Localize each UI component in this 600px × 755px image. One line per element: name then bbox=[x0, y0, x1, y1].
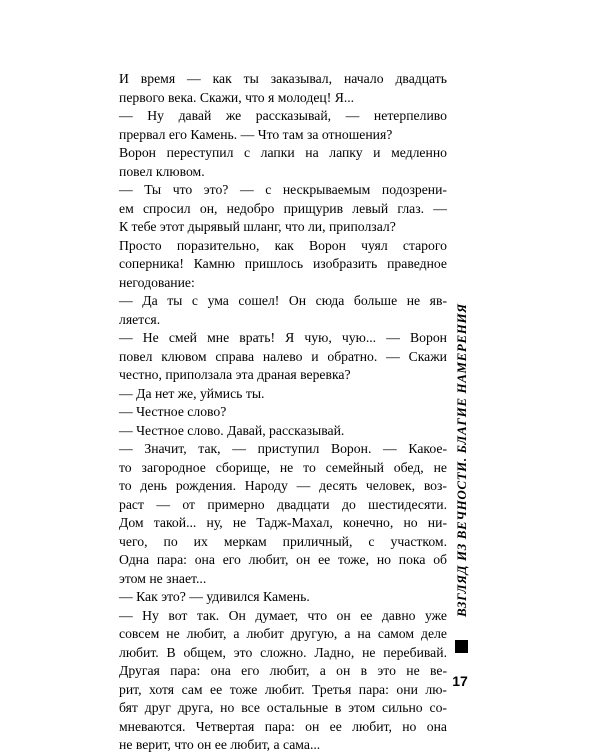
running-head-column bbox=[449, 284, 475, 656]
text-line: то день рождения. Народу — десять человек, воз- bbox=[119, 478, 447, 493]
text-line: ляется. bbox=[119, 311, 161, 327]
text-line: повел клювом. bbox=[119, 163, 205, 179]
text-line: негодование: bbox=[119, 274, 195, 290]
text-line: Просто поразительно, как Ворон чуял старого bbox=[119, 237, 447, 253]
text-line: повел клювом справа налево и обратно. — Скажи bbox=[119, 348, 447, 364]
text-line: этом не знает... bbox=[119, 570, 207, 586]
text-line: — Ну вот так. Он думает, что он ее давно уже bbox=[119, 607, 447, 623]
text-line: честно, приползала эта драная веревка? bbox=[119, 367, 351, 382]
text-line: — Как это? — удивился Камень. bbox=[119, 589, 310, 604]
text-line: — Ну давай же рассказывай, — нетерпеливо bbox=[119, 108, 447, 123]
text-line: Ворон переступил с лапки на лапку и медленно bbox=[119, 145, 447, 160]
text-line: — Честное слово. Давай, рассказывай. bbox=[119, 422, 345, 438]
text-line: не верит, что он ее любит, а сама... bbox=[119, 737, 321, 752]
text-line: Другая пара: она его любит, а он в это не ве- bbox=[119, 663, 447, 678]
text-line: чего, по их меркам приличный, с участком. bbox=[119, 533, 447, 549]
text-line: рит, хотя сам ее тоже любит. Третья пара: они лю- bbox=[119, 681, 447, 697]
text-line: ем спросил он, недобро прищурив левый глаз. — bbox=[119, 200, 447, 216]
text-line: — Не смей мне врать! Я чую, чую... — Ворон bbox=[119, 330, 447, 345]
text-line: бят друг друга, но все остальные в этом сильно со- bbox=[119, 700, 447, 715]
text-line: раст — от примерно двадцати до шестидесяти. bbox=[119, 496, 447, 512]
page-number: 17 bbox=[452, 673, 468, 689]
text-line: любит. В общем, это сложно. Ладно, не перебивай. bbox=[119, 644, 447, 660]
text-line: — Значит, так, — приступил Ворон. — Какое- bbox=[119, 441, 447, 456]
text-line: то загородное сборище, не то семейный обед, не bbox=[119, 459, 447, 475]
section-marker bbox=[455, 640, 468, 653]
text-line: Одна пара: она его любит, он ее тоже, но пока об bbox=[119, 552, 447, 567]
text-line: совсем не любит, а любит другую, а на самом деле bbox=[119, 626, 447, 641]
text-line: соперника! Камню пришлось изобразить праведное bbox=[119, 256, 447, 271]
text-line: — Да ты с ума сошел! Он сюда больше не яв- bbox=[119, 293, 447, 308]
running-head: ВЗГЛЯД ИЗ ВЕЧНОСТИ. БЛАГИЕ НАМЕРЕНИЯ bbox=[454, 303, 469, 617]
text-line: И время — как ты заказывал, начало двадцать bbox=[119, 71, 447, 86]
text-line: — Да нет же, уймись ты. bbox=[119, 385, 265, 401]
text-line: Дом такой... ну, не Тадж-Махал, конечно, но ни- bbox=[119, 515, 447, 530]
body-text bbox=[119, 70, 447, 755]
text-line: — Честное слово? bbox=[119, 404, 227, 419]
text-line: первого века. Скажи, что я молодец! Я... bbox=[119, 89, 355, 105]
text-line: К тебе этот дырявый шланг, что ли, приползал? bbox=[119, 219, 396, 234]
text-line: прервал его Камень. — Что там за отношения? bbox=[119, 126, 393, 142]
text-line: мневаются. Четвертая пара: он ее любит, но она bbox=[119, 718, 447, 734]
text-line: — Ты что это? — с нескрываемым подозрени- bbox=[119, 182, 447, 197]
